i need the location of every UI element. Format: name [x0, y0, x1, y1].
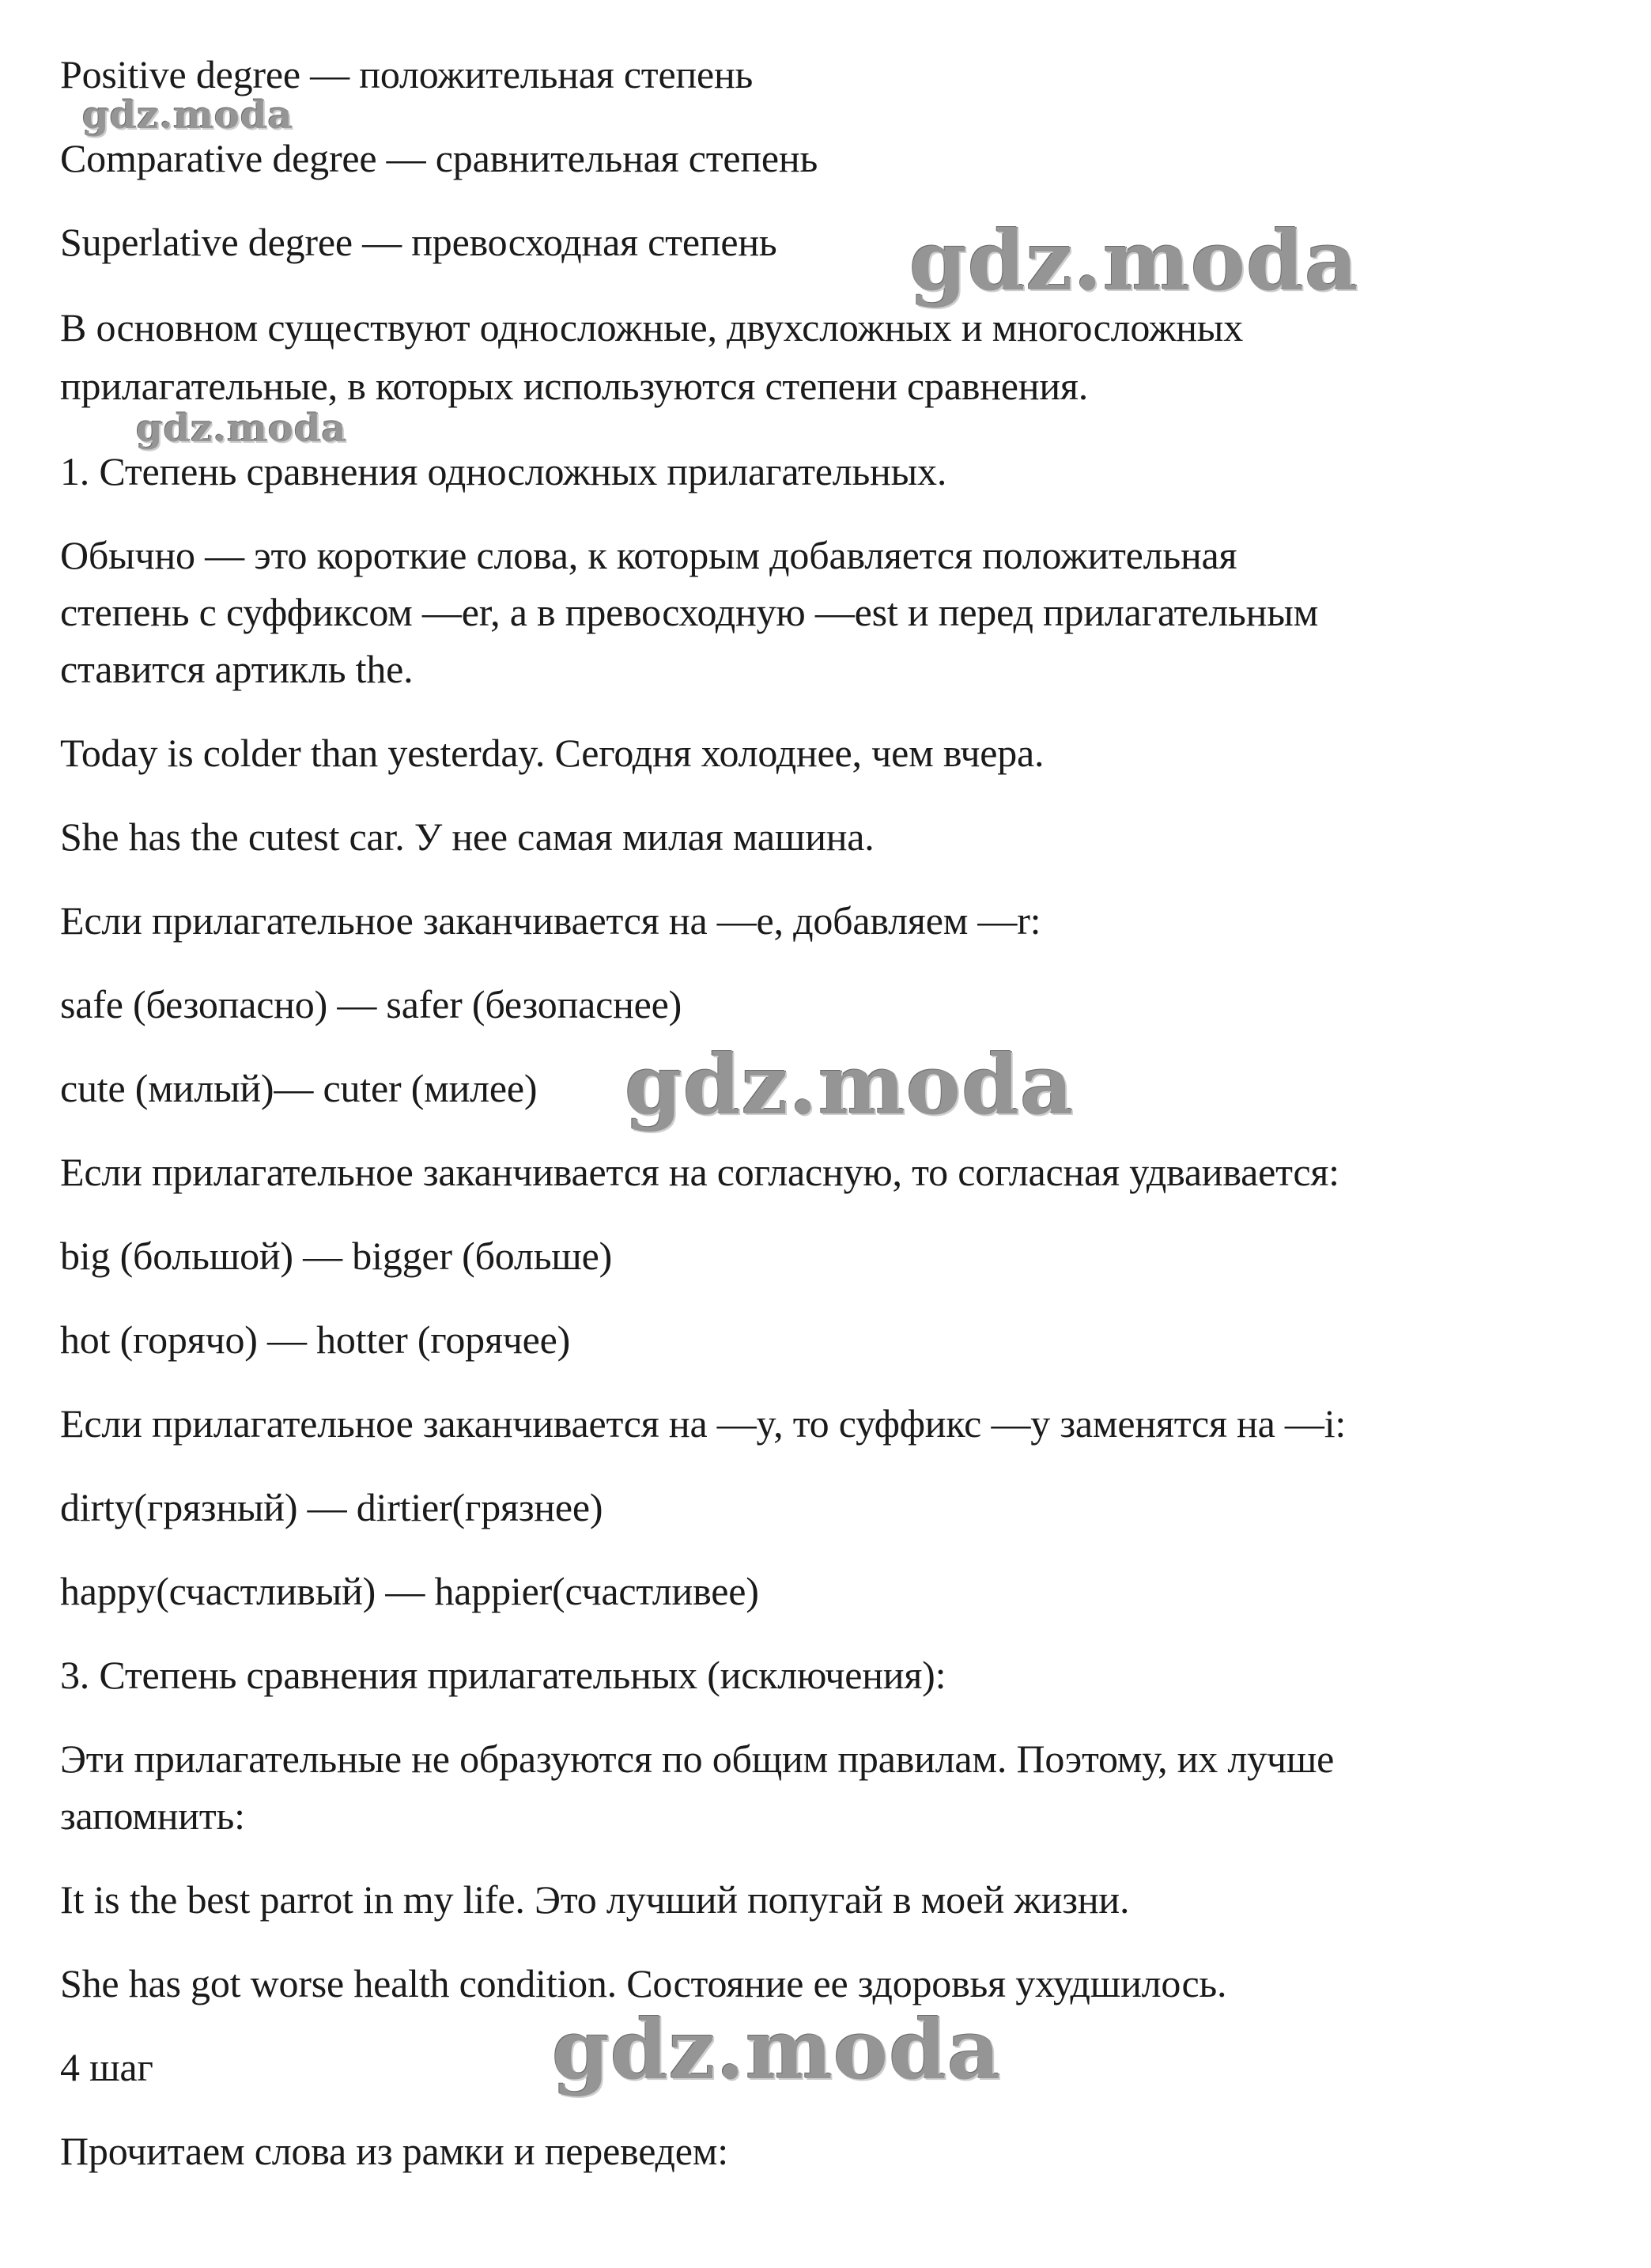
text-line: Эти прилагательные не образуются по общим правилам. Поэтому, их лучше — [60, 1737, 1335, 1781]
example-line: hot (горячо) — hotter (горячее) — [60, 1317, 571, 1362]
text-line: Прочитаем слова из рамки и переведем: — [60, 2129, 728, 2173]
example-line: safe (безопасно) — safer (безопаснее) — [60, 982, 682, 1026]
text-line: ставится артикль the. — [60, 647, 414, 691]
example-line: She has the cutest car. У нее самая милая машина. — [60, 815, 875, 859]
example-line: dirty(грязный) — dirtier(грязнее) — [60, 1485, 603, 1529]
text-line: Positive degree — положительная степень — [60, 52, 754, 96]
watermark-logo: gdz.moda — [136, 406, 347, 451]
example-line: happy(счастливый) — happier(счастливее) — [60, 1569, 759, 1613]
text-line: В основном существуют односложные, двухсложных и многосложных — [60, 305, 1244, 350]
example-line: big (большой) — bigger (больше) — [60, 1234, 613, 1278]
text-line: Обычно — это короткие слова, к которым добавляется положительная — [60, 533, 1237, 577]
text-line: запомнить: — [60, 1794, 245, 1838]
rule-line: Если прилагательное заканчивается на —e, добавляем —r: — [60, 898, 1041, 943]
text-line: Superlative degree — превосходная степень — [60, 220, 777, 264]
example-line: cute (милый)— cuter (милее) — [60, 1066, 538, 1110]
example-line: She has got worse health condition. Состояние ее здоровья ухудшилось. — [60, 1961, 1227, 2005]
rule-line: Если прилагательное заканчивается на согласную, то согласная удваивается: — [60, 1150, 1339, 1194]
step-heading: 4 шаг — [60, 2045, 153, 2089]
text-line: степень с суффиксом —er, а в превосходную —est и перед прилагательным — [60, 590, 1319, 634]
watermark-logo: gdz.moda — [909, 212, 1359, 309]
section-heading: 1. Степень сравнения односложных прилагательных. — [60, 449, 947, 493]
text-line: прилагательные, в которых используются степени сравнения. — [60, 364, 1089, 408]
watermark-logo: gdz.moda — [552, 2001, 1002, 2098]
rule-line: Если прилагательное заканчивается на —y, то суффикс —y заменятся на —i: — [60, 1401, 1347, 1446]
watermark-logo: gdz.moda — [625, 1036, 1075, 1133]
watermark-logo: gdz.moda — [82, 93, 293, 138]
section-heading: 3. Степень сравнения прилагательных (исключения): — [60, 1653, 946, 1697]
example-line: Today is colder than yesterday. Сегодня холоднее, чем вчера. — [60, 731, 1045, 775]
text-line: Comparative degree — сравнительная степень — [60, 136, 818, 180]
example-line: It is the best parrot in my life. Это лучший попугай в моей жизни. — [60, 1877, 1130, 1922]
